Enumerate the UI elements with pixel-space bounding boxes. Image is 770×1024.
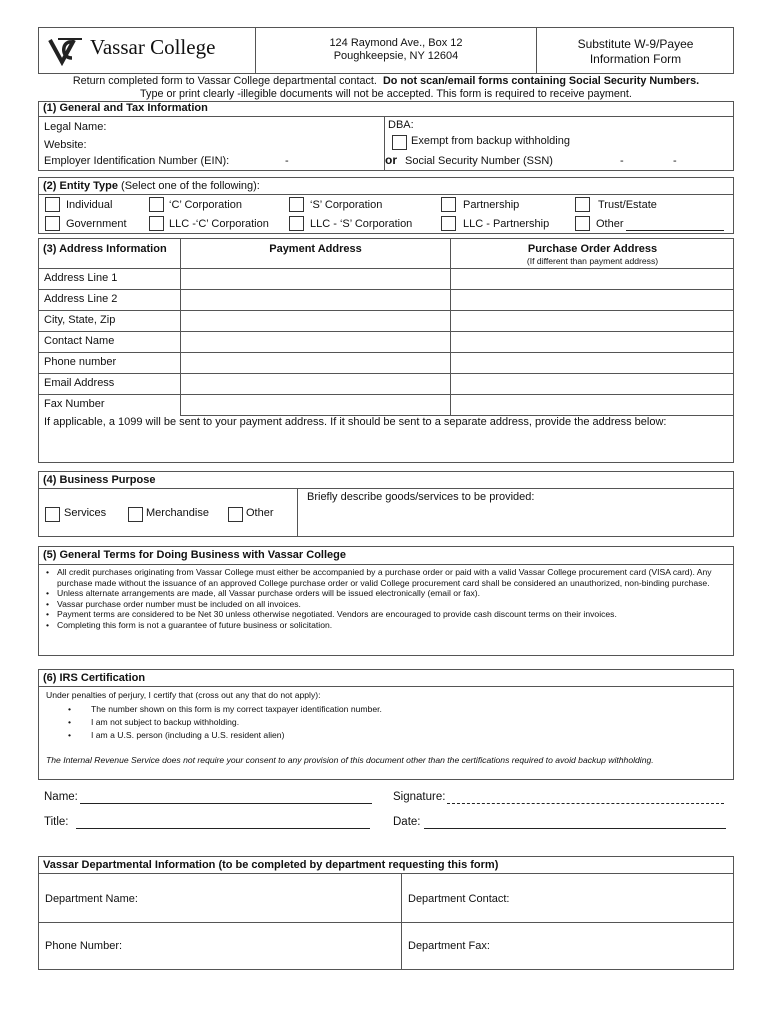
- irs-intro: Under penalties of perjury, I certify that (cross out any that do not apply):: [46, 690, 321, 700]
- instructions-line1: Return completed form to Vassar College departmental contact. Do not scan/email forms containing Social Security Numbers.: [72, 75, 700, 87]
- entity-llc-s-checkbox[interactable]: [289, 216, 304, 231]
- exempt-checkbox[interactable]: [392, 135, 407, 150]
- address-line2: Poughkeepsie, NY 12604: [333, 50, 459, 62]
- entity-c-corp-label: ‘C’ Corporation: [169, 199, 242, 211]
- entity-llc-c-label: LLC -‘C’ Corporation: [169, 218, 269, 230]
- row-city-state-zip: City, State, Zip: [44, 314, 116, 326]
- irs-bullet: •: [68, 704, 72, 714]
- section6-title: (6) IRS Certification: [43, 672, 146, 684]
- entity-government-label: Government: [66, 218, 127, 230]
- section5-title: (5) General Terms for Doing Business with Vassar College: [43, 549, 346, 561]
- irs-bullet: •: [68, 717, 72, 727]
- purpose-other-label: Other: [246, 507, 274, 519]
- row-phone-number: Phone number: [44, 356, 117, 368]
- entity-trust-checkbox[interactable]: [575, 197, 590, 212]
- name-label: Name:: [44, 791, 78, 803]
- po-address-header: Purchase Order Address: [527, 243, 658, 255]
- purpose-merchandise-checkbox[interactable]: [128, 507, 143, 522]
- entity-other-checkbox[interactable]: [575, 216, 590, 231]
- section3-title: (3) Address Information: [43, 243, 167, 255]
- terms-item: • All credit purchases originating from Vassar College must either be accompanied by a purchase order or paid with a valid Vassar College procurement card (VISA card). Any purchase made without the issuance of an approved College purchase order or valid College procurement card shall be considered an unauthorized, non-binding purchase.: [43, 567, 723, 588]
- date-line[interactable]: [424, 828, 726, 829]
- website-label: Website:: [44, 139, 87, 151]
- irs-item: The number shown on this form is my correct taxpayer identification number.: [91, 704, 382, 714]
- department-title: Vassar Departmental Information (to be completed by department requesting this form): [43, 859, 499, 871]
- entity-individual-checkbox[interactable]: [45, 197, 60, 212]
- entity-s-corp-checkbox[interactable]: [289, 197, 304, 212]
- entity-other-label: Other: [596, 218, 624, 230]
- entity-llc-s-label: LLC - ‘S’ Corporation: [310, 218, 413, 230]
- purpose-merchandise-label: Merchandise: [146, 507, 209, 519]
- section2-title: (2) Entity Type (Select one of the following):: [43, 180, 260, 192]
- row-address-line2: Address Line 2: [44, 293, 118, 305]
- ssn-label: Social Security Number (SSN): [405, 155, 553, 167]
- terms-item: • Completing this form is not a guarantee of future business or solicitation.: [43, 620, 723, 631]
- row-address-line1: Address Line 1: [44, 272, 118, 284]
- or-label: or: [385, 153, 397, 167]
- row-fax-number: Fax Number: [44, 398, 105, 410]
- irs-bullet: •: [68, 730, 72, 740]
- entity-other-line[interactable]: [626, 230, 724, 231]
- form-title-line1: Substitute W-9/Payee: [577, 37, 694, 51]
- dba-label: DBA:: [388, 119, 414, 131]
- date-label: Date:: [393, 816, 421, 828]
- entity-llc-c-checkbox[interactable]: [149, 216, 164, 231]
- section3-box: [38, 238, 734, 463]
- purpose-services-label: Services: [64, 507, 107, 519]
- department-phone-label: Phone Number:: [45, 940, 123, 952]
- irs-note: The Internal Revenue Service does not require your consent to any provision of this document other than the certifications required to avoid backup withholding.: [46, 755, 654, 765]
- entity-individual-label: Individual: [66, 199, 113, 211]
- ein-label: Employer Identification Number (EIN):: [44, 155, 230, 167]
- purpose-services-checkbox[interactable]: [45, 507, 60, 522]
- entity-s-corp-label: ‘S’ Corporation: [310, 199, 383, 211]
- terms-list: [43, 567, 723, 631]
- department-contact-label: Department Contact:: [408, 893, 510, 905]
- row-contact-name: Contact Name: [44, 335, 115, 347]
- signature-line[interactable]: [447, 803, 724, 804]
- payment-address-header: Payment Address: [269, 243, 362, 255]
- title-line[interactable]: [76, 828, 370, 829]
- address-line1: 124 Raymond Ave., Box 12: [329, 37, 463, 49]
- irs-item: I am a U.S. person (including a U.S. resident alien): [91, 730, 285, 740]
- section1-title: (1) General and Tax Information: [43, 102, 208, 114]
- terms-item: • Vassar purchase order number must be included on all invoices.: [43, 599, 723, 610]
- entity-llc-partnership-label: LLC - Partnership: [463, 218, 550, 230]
- department-fax-label: Department Fax:: [408, 940, 490, 952]
- terms-item: • Payment terms are considered to be Net 30 unless otherwise negotiated. Vendors are encouraged to provide cash discount terms on their invoices.: [43, 609, 723, 620]
- row-email-address: Email Address: [44, 377, 115, 389]
- college-name: Vassar College: [90, 35, 216, 59]
- entity-c-corp-checkbox[interactable]: [149, 197, 164, 212]
- vassar-logo-icon: [48, 34, 84, 66]
- describe-goods-label: Briefly describe goods/services to be provided:: [307, 491, 535, 503]
- note-1099: If applicable, a 1099 will be sent to your payment address. If it should be sent to a separate address, provide the address below:: [44, 416, 667, 428]
- signature-label: Signature:: [393, 791, 446, 803]
- title-label: Title:: [44, 816, 69, 828]
- purpose-other-checkbox[interactable]: [228, 507, 243, 522]
- ssn-dash1: -: [620, 155, 624, 167]
- entity-llc-partnership-checkbox[interactable]: [441, 216, 456, 231]
- section4-title: (4) Business Purpose: [43, 474, 156, 486]
- exempt-label: Exempt from backup withholding: [411, 135, 570, 147]
- ein-dash: -: [285, 155, 289, 167]
- entity-partnership-label: Partnership: [463, 199, 520, 211]
- legal-name-label: Legal Name:: [44, 121, 107, 133]
- name-line[interactable]: [80, 803, 372, 804]
- terms-item: • Unless alternate arrangements are made, all Vassar purchase orders will be issued electronically (email or fax).: [43, 588, 723, 599]
- department-name-label: Department Name:: [45, 893, 138, 905]
- instructions-line2: Type or print clearly -illegible documents will not be accepted. This form is required to receive payment.: [140, 88, 632, 100]
- entity-government-checkbox[interactable]: [45, 216, 60, 231]
- po-address-subheader: (If different than payment address): [526, 256, 659, 266]
- entity-trust-label: Trust/Estate: [598, 199, 657, 211]
- form-title-line2: Information Form: [589, 52, 682, 66]
- irs-item: I am not subject to backup withholding.: [91, 717, 240, 727]
- entity-partnership-checkbox[interactable]: [441, 197, 456, 212]
- ssn-dash2: -: [673, 155, 677, 167]
